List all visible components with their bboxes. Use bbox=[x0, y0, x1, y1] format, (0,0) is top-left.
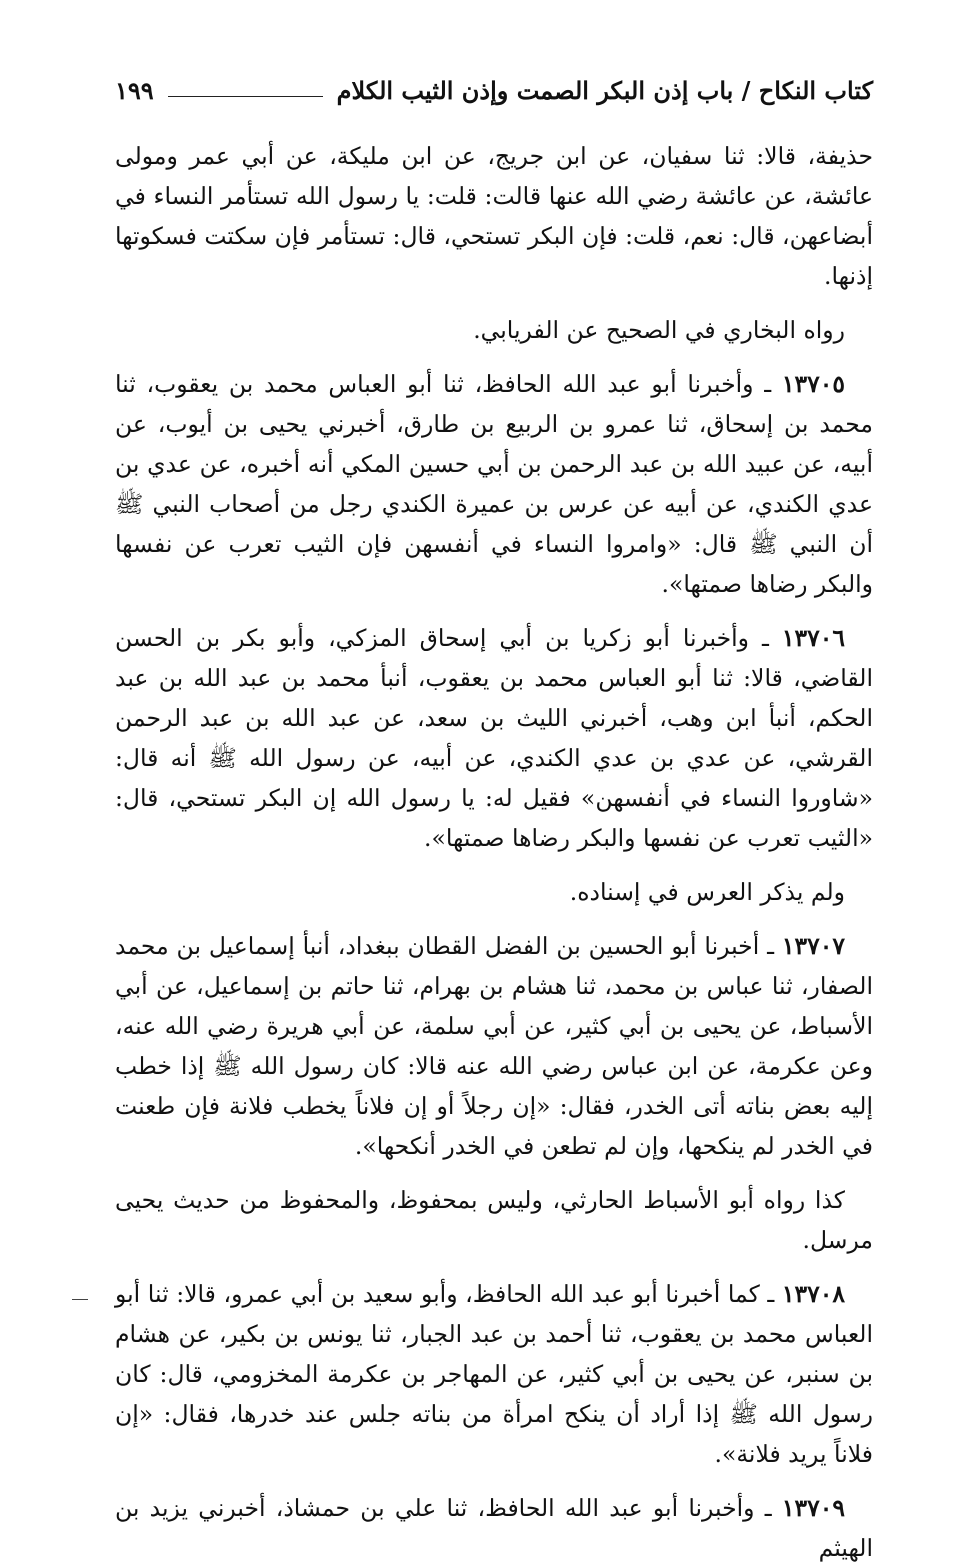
page-header bbox=[115, 70, 873, 110]
hadith-number: ١٣٧٠٦ bbox=[781, 624, 845, 652]
hadith-13705 bbox=[115, 364, 873, 604]
paragraph-text: حذيفة، قالا: ثنا سفيان، عن ابن جريج، عن ابن مليكة، عن أبي عمر ومولى عائشة، عن عائشة رضي الله عنها قالت: قلت: يا رسول الله تستأمر النساء في أبضاعهن، قال: نعم، قلت: فإن البكر تستحي، قال: تستأمر فإن سكتت فسكوتها إذنها. bbox=[115, 142, 873, 290]
paragraph-text: ـ كما أخبرنا أبو عبد الله الحافظ، وأبو سعيد بن أبي عمرو، قالا: ثنا أبو العباس محمد بن يعقوب، ثنا أحمد بن عبد الجبار، ثنا يونس بن بكير، عن هشام بن سنبر، عن يحيى بن أبي كثير، عن المهاجر بن عكرمة المخزومي، قال: كان رسول الله ﷺ إذا أراد أن ينكح امرأة من بناته جلس عند خدرها، فقال: «إن فلاناً يريد فلانة». bbox=[115, 1280, 873, 1468]
paragraph-text: ـ وأخبرنا أبو عبد الله الحافظ، ثنا أبو العباس محمد بن يعقوب، ثنا محمد بن إسحاق، ثنا عمرو بن الربيع بن طارق، أخبرني يحيى بن أيوب، عن أبيه، عن عبيد الله بن عبد الرحمن بن أبي حسين المكي أنه أخبره، عن عدي بن عدي الكندي، عن أبيه عن عرس بن عميرة الكندي رجل من أصحاب النبي ﷺ أن النبي ﷺ قال: «وامروا النساء في أنفسهن فإن الثيب تعرب عن نفسها والبكر رضاها صمتها». bbox=[115, 370, 873, 598]
hadith-number: ١٣٧٠٨ bbox=[781, 1280, 845, 1308]
hadith-13706 bbox=[115, 618, 873, 858]
hadith-13708 bbox=[115, 1274, 873, 1474]
hadith-number: ١٣٧٠٩ bbox=[781, 1494, 845, 1522]
paragraph-note bbox=[115, 1180, 873, 1260]
paragraph-text: رواه البخاري في الصحيح عن الفريابي. bbox=[473, 316, 845, 344]
paragraph-continuation bbox=[115, 136, 873, 296]
header-rule bbox=[168, 96, 323, 97]
hadith-13707 bbox=[115, 926, 873, 1166]
running-title: كتاب النكاح / باب إذن البكر الصمت وإذن الثيب الكلام bbox=[336, 75, 873, 105]
page-bottom-mark bbox=[72, 1299, 88, 1300]
paragraph-text: ولم يذكر العرس في إسناده. bbox=[569, 878, 845, 906]
paragraph-text: كذا رواه أبو الأسباط الحارثي، وليس بمحفوظ، والمحفوظ من حديث يحيى مرسل. bbox=[115, 1186, 873, 1254]
paragraph-note bbox=[115, 310, 873, 350]
paragraph-note bbox=[115, 872, 873, 912]
page-number: ١٩٩ bbox=[115, 75, 154, 105]
hadith-number: ١٣٧٠٧ bbox=[781, 932, 845, 960]
paragraph-text: ـ أخبرنا أبو الحسين بن الفضل القطان ببغداد، أنبأ إسماعيل بن محمد الصفار، ثنا عباس بن محمد، ثنا هشام بن بهرام، ثنا حاتم بن إسماعيل، عن أبي الأسباط، عن يحيى بن أبي كثير، عن أبي سلمة، عن أبي هريرة رضي الله عنه، وعن عكرمة، عن ابن عباس رضي الله عنه قالا: كان رسول الله ﷺ إذا خطب إليه بعض بناته أتى الخدر، فقال: «إن رجلاً أو إن فلاناً يخطب فلانة فإن طعنت في الخدر لم ينكحها، وإن لم تطعن في الخدر أنكحها». bbox=[115, 932, 873, 1160]
paragraph-text: ـ وأخبرنا أبو عبد الله الحافظ، ثنا علي بن حمشاذ، أخبرني يزيد بن الهيثم bbox=[115, 1494, 873, 1562]
paragraph-text: ـ وأخبرنا أبو زكريا بن أبي إسحاق المزكي، وأبو بكر بن الحسن القاضي، قالا: ثنا أبو العباس محمد بن يعقوب، أنبأ محمد بن عبد الله بن عبد الحكم، أنبأ ابن وهب، أخبرني الليث بن سعد، عن عبد الله بن عبد الرحمن القرشي، عن عدي بن عدي الكندي، عن أبيه، عن رسول الله ﷺ أنه قال: «شاوروا النساء في أنفسهن» فقيل له: يا رسول الله إن البكر تستحي، قال: «الثيب تعرب عن نفسها والبكر رضاها صمتها». bbox=[115, 624, 873, 852]
page-body bbox=[115, 136, 873, 1568]
hadith-13709 bbox=[115, 1488, 873, 1568]
hadith-number: ١٣٧٠٥ bbox=[781, 370, 845, 398]
